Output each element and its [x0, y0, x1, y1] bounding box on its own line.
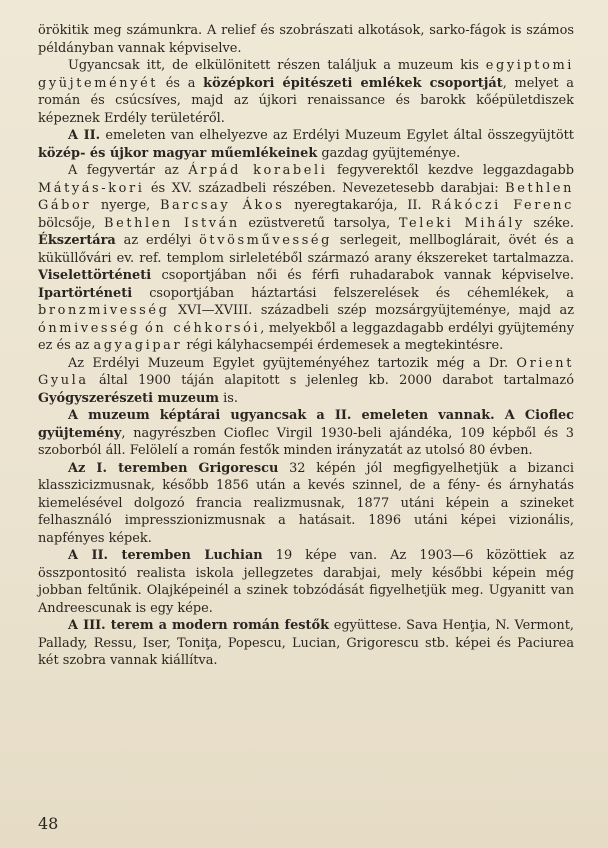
spaced-text: Rákóczi Ferenc — [431, 198, 574, 213]
text-run: serlegeit, mellboglárait, övét és a küküllővári ev. ref. templom sirleletéből származó arany ékszereket tartalmazza. — [38, 233, 574, 266]
paragraph-7 — [38, 460, 574, 548]
spaced-text: bronzmivesség — [38, 303, 170, 318]
body-text — [38, 22, 574, 670]
text-run: gazdag gyüjteménye. — [317, 145, 461, 161]
spaced-text: ónmivesség — [38, 320, 141, 336]
text-run: A fegyvertár az — [68, 163, 189, 178]
spaced-text: ón céhkorsói — [145, 320, 261, 336]
bold-text: közép- és újkor magyar műemlékeinek — [38, 145, 318, 161]
bold-text: Gyógyszerészeti muzeum — [38, 390, 220, 406]
text-run: bölcsője, — [38, 215, 105, 231]
bold-text: A II. teremben Luchian — [68, 548, 263, 563]
text-run: az erdélyi — [115, 233, 200, 248]
spaced-text: agyagipar — [93, 338, 183, 353]
paragraph-3 — [38, 127, 574, 162]
text-run: , melyekből a leggazdagabb erdélyi gyüjtemény ez és az — [38, 320, 574, 353]
spaced-text: Árpád korabeli — [188, 163, 328, 178]
spaced-text: Barcsay Ákos — [159, 198, 285, 213]
paragraph-5 — [38, 355, 574, 408]
text-run: , nagyrészben Cioflec Virgil 1930-beli ajándéka, 109 képből és 3 szoborból áll. Felölelí a román festők minden irányzatát az utolsó 80 évben. — [38, 425, 574, 458]
paragraph-4 — [38, 162, 574, 355]
bold-text: A muzeum képtárai ugyancsak a II. emeleten vannak. A Cioflec gyüjtemény — [38, 408, 574, 441]
text-run: emeleten van elhelyezve az Erdélyi Muzeum Egylet által összegyüjtött — [100, 128, 574, 143]
text-run: örökitik meg számunkra. A relief és szobrászati alkotások, sarko-fágok is számos példányban vannak képviselve. — [38, 23, 574, 56]
bold-text: középkori épitészeti emlékek csoportját — [203, 75, 503, 91]
bold-text: Ékszertára — [38, 233, 116, 248]
bold-text: Ipartörténeti — [38, 285, 133, 301]
text-run: 19 képe van. Az 1903—6 közöttiek az összpontositó realista iskola jellegzetes darabjai, mely későbbi képein még jobban feltűnik. Olajképeinél a szinek tobzódását figyelhetjük meg. Ugyanitt van Andreescunak is egy képe. — [38, 548, 575, 616]
spaced-text: ötvösművesség — [199, 233, 333, 248]
text-run: csoportjában háztartási felszerelések és céhemlékek, a — [132, 285, 574, 301]
text-run: és a — [158, 75, 204, 91]
text-run: XVI—XVIII. századbeli szép mozsárgyüjteménye, majd az — [169, 303, 574, 318]
spaced-text: egyiptomi gyüjteményét — [38, 58, 574, 91]
spaced-text: Mátyás-kori — [38, 180, 145, 196]
text-run: 32 képén jól megfigyelhetjük a bizanci klasszicizmusnak, később 1856 után a kevés szinnel, de a fény- és árnyhatás kiemelésével dolgozó francia realizmusnak, 1877 utáni képein a szineket felhasználó impresszionizmusnak a hatásait. 1896 utáni képei vizionális, napfényes képek. — [38, 460, 574, 546]
text-run: ezüstveretű tarsolya, — [239, 215, 399, 231]
text-run: széke. — [524, 215, 574, 231]
bold-text: Viselettörténeti — [38, 268, 152, 283]
spaced-text: Orient Gyula — [38, 355, 574, 388]
page-number: 48 — [38, 814, 59, 833]
text-run: nyerge, — [91, 198, 160, 213]
bold-text: A II. — [68, 128, 101, 143]
paragraph-6 — [38, 407, 574, 460]
text-run: által 1900 táján alapitott s jelenleg kb. 2000 darabot tartalmazó — [88, 373, 574, 388]
bold-text: Az I. teremben Grigorescu — [68, 460, 279, 476]
paragraph-9 — [38, 617, 574, 670]
spaced-text: Teleki Mihály — [398, 215, 525, 231]
text-run: is. — [219, 390, 238, 406]
text-run: együttese. Sava Henţia, N. Vermont, Pallady, Ressu, Iser, Toniţa, Popescu, Lucian, Grigorescu stb. képei és Paciurea két szobra vannak kiállítva. — [38, 618, 574, 668]
text-run: Az Erdélyi Muzeum Egylet gyüjteményéhez tartozik még a Dr. — [68, 355, 517, 371]
text-run: nyeregtakarója, II. — [284, 198, 432, 213]
text-run: Ugyancsak itt, de elkülönitett részen találjuk a muzeum kis — [68, 58, 486, 73]
paragraph-8 — [38, 547, 574, 617]
paragraph-1 — [38, 22, 574, 57]
spaced-text: Bethlen István — [104, 215, 240, 231]
spaced-text: Bethlen Gábor — [38, 180, 574, 213]
bold-text: A III. terem a modern román festők — [68, 618, 330, 633]
text-run: , melyet a román és csúcsíves, majd az újkori renaissance és barokk kőépületdiszek képeznek Erdély területéről. — [38, 75, 574, 126]
text-run: fegyverektől kezdve leggazdagabb — [327, 163, 575, 178]
paragraph-2 — [38, 57, 574, 127]
text-run: régi kályhacsempéi érdemesek a megtekintésre. — [182, 338, 504, 353]
text-run: és XV. századbeli részében. Nevezetesebb darabjai: — [144, 180, 506, 196]
text-run: csoportjában női és férfi ruhadarabok vannak képviselve. — [151, 268, 574, 283]
